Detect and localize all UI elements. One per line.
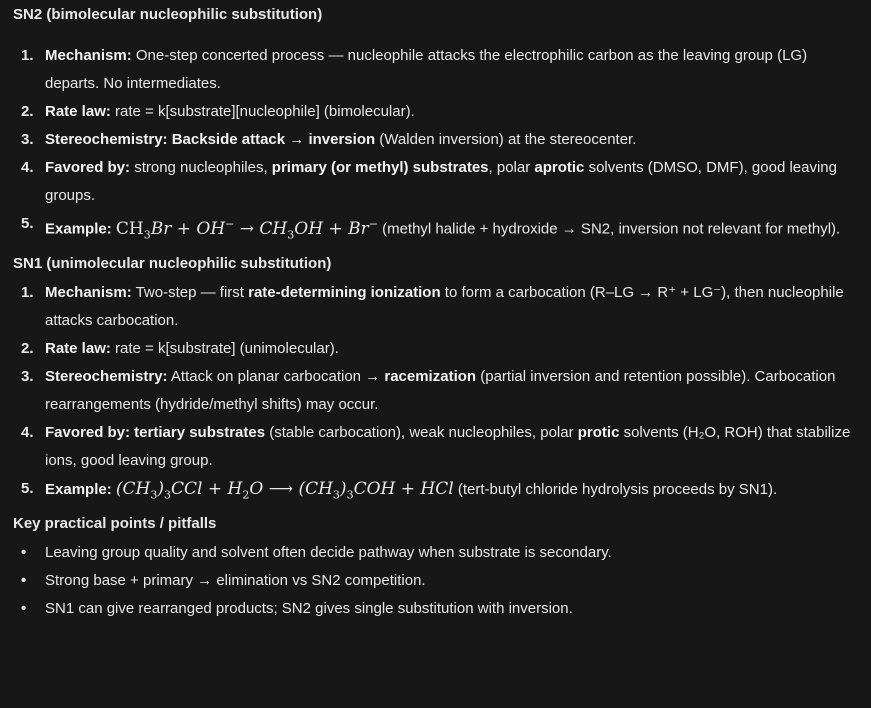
item-text: SN1 can give rearranged products; SN2 gives single substitution with inversion. [45, 600, 573, 618]
item-text: Attack on planar carbocation → [167, 368, 385, 386]
item-text: (methyl halide + hydroxide → SN2, inversion not relevant for methyl). [377, 220, 841, 238]
list-item [13, 539, 858, 567]
bullet-icon: • [21, 600, 27, 618]
bullet-icon: • [21, 544, 27, 562]
item-text: (tert-butyl chloride hydrolysis proceeds by SN1). [453, 481, 778, 499]
item-emphasis: aprotic [534, 159, 585, 176]
list-item [13, 595, 858, 623]
sn1-item-rate-law [13, 335, 858, 363]
item-text: solvents (H₂O, ROH) that stabilize ions, good leaving group. [45, 424, 851, 470]
list-number: 4. [21, 424, 34, 442]
item-text: Two-step — first [131, 284, 249, 302]
list-number: 1. [21, 284, 34, 302]
item-label: Mechanism: [45, 284, 132, 302]
bullet-icon: • [21, 572, 27, 590]
item-text: strong nucleophiles, [130, 159, 272, 176]
sn1-item-mechanism [13, 279, 858, 335]
item-label: Favored by: tertiary substrates [45, 424, 266, 442]
list-number: 2. [21, 103, 34, 120]
item-label: Favored by: [45, 159, 131, 176]
item-label: Rate law: [45, 103, 111, 120]
item-text: (Walden inversion) at the stereocenter. [375, 131, 637, 148]
list-number: 3. [21, 368, 34, 386]
item-label: Example: [45, 481, 112, 499]
item-label: Stereochemistry: [45, 368, 168, 386]
item-text: to form a carbocation (R–LG → R⁺ + LG⁻), then nucleophile attacks carbocation. [45, 284, 844, 330]
item-text: Leaving group quality and solvent often decide pathway when substrate is secondary. [45, 544, 612, 562]
item-emphasis: racemization [384, 368, 477, 386]
list-number: 2. [21, 340, 34, 358]
item-emphasis: rate-determining ionization [248, 284, 441, 302]
sn2-equation: $CH_3Br + OH^- \to CH_3OH + Br^-$ [115, 217, 378, 242]
sn2-item-example [13, 210, 858, 249]
list-number: 5. [21, 480, 34, 498]
sn1-item-stereochemistry [13, 363, 858, 419]
sn2-heading: SN2 (bimolecular nucleophilic substitution) [13, 6, 323, 23]
list-number: 5. [21, 215, 34, 232]
list-number: 3. [21, 131, 34, 148]
sn1-item-favored-by [13, 419, 858, 475]
item-text: (partial inversion and retention possible). Carbocation rearrangements (hydride/methyl shifts) may occur. [45, 368, 836, 414]
list-item [13, 567, 858, 595]
sn1-item-example [13, 475, 858, 509]
item-emphasis: protic [577, 424, 620, 442]
sn2-item-rate-law [13, 98, 858, 126]
item-label: Mechanism: [45, 47, 132, 64]
item-text: rate = k[substrate][nucleophile] (bimolecular). [110, 103, 415, 120]
sn2-item-stereochemistry [13, 126, 858, 154]
item-label: Rate law: [45, 340, 111, 358]
item-text: solvents (DMSO, DMF), good leaving groups. [45, 159, 837, 204]
sn2-list [13, 42, 858, 249]
item-text: rate = k[substrate] (unimolecular). [110, 340, 339, 358]
item-emphasis: primary (or methyl) substrates [271, 159, 489, 176]
sn1-heading: SN1 (unimolecular nucleophilic substitution) [13, 255, 332, 273]
item-text: , polar [488, 159, 535, 176]
sn1-list [13, 279, 858, 509]
item-label: Example: [45, 220, 112, 238]
key-points-list [13, 539, 858, 623]
key-points-heading: Key practical points / pitfalls [13, 515, 217, 533]
list-number: 4. [21, 159, 34, 176]
item-label: Stereochemistry: Backside attack → inversion [45, 131, 376, 148]
item-text: One-step concerted process — nucleophile attacks the electrophilic carbon as the leaving group (LG) departs. No intermediates. [45, 47, 808, 92]
item-text: (stable carbocation), weak nucleophiles, polar [265, 424, 578, 442]
list-number: 1. [21, 47, 34, 64]
item-text: Strong base + primary → elimination vs SN2 competition. [45, 572, 426, 590]
sn2-item-favored-by [13, 154, 858, 210]
sn2-item-mechanism [13, 42, 858, 98]
sn1-equation: $(CH_3)_3CCl + H_2O$ ⟶ $(CH_3)_3COH$ + HCl [115, 479, 454, 502]
